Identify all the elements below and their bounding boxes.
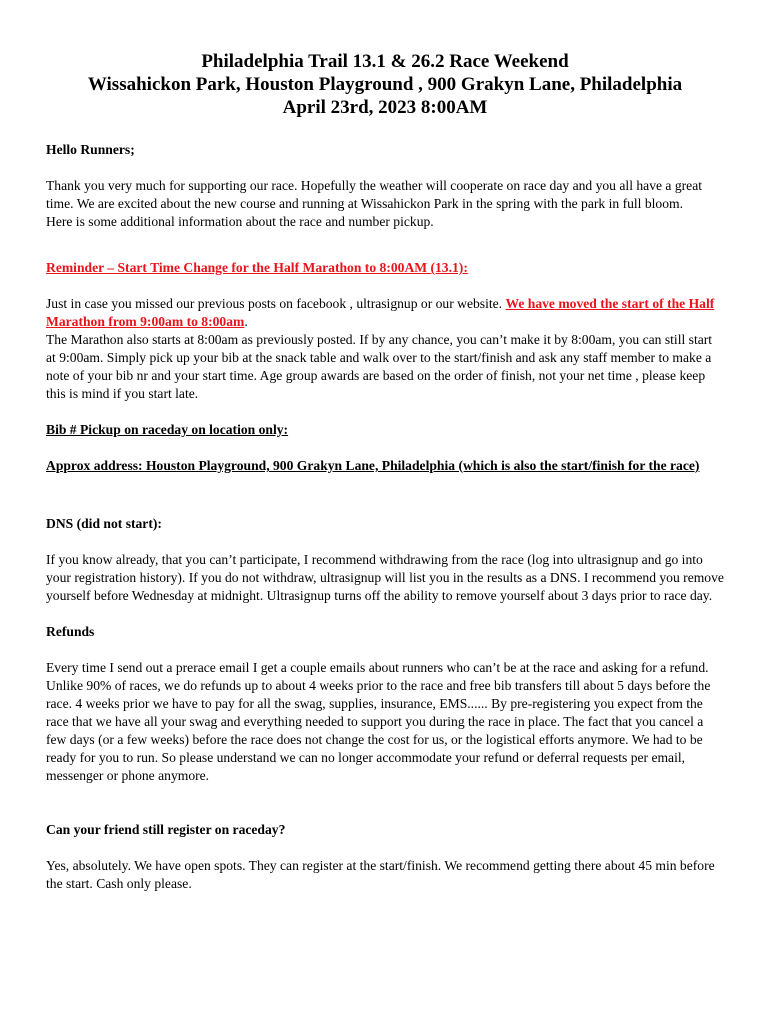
refunds-section	[46, 659, 724, 785]
reminder-highlight: We have moved the start of the Half Marathon from 9:00am to 8:00am	[46, 296, 715, 329]
dns-heading: DNS (did not start):	[46, 516, 162, 531]
friend-register-paragraph: Yes, absolutely. We have open spots. They can register at the start/finish. We recommend getting there about 45 min before the start. Cash only please.	[46, 858, 715, 891]
reminder-heading: Reminder – Start Time Change for the Half Marathon to 8:00AM (13.1):	[46, 260, 468, 275]
title-line-location: Wissahickon Park, Houston Playground , 900 Grakyn Lane, Philadelphia	[87, 74, 683, 95]
greeting: Hello Runners;	[46, 142, 135, 157]
title-line-date: April 23rd, 2023 8:00AM	[282, 97, 488, 118]
reminder-section	[46, 295, 724, 403]
reminder-paragraph	[46, 295, 724, 331]
refunds-heading: Refunds	[46, 624, 95, 639]
intro-paragraph-info: Here is some additional information about the race and number pickup.	[46, 214, 434, 229]
reminder-text: Just in case you missed our previous posts on facebook , ultrasignup or our website.	[46, 296, 506, 311]
friend-register-heading: Can your friend still register on raceday?	[46, 822, 286, 837]
title-line-event: Philadelphia Trail 13.1 & 26.2 Race Weekend	[201, 51, 569, 72]
dns-paragraph: If you know already, that you can’t participate, I recommend withdrawing from the race (log into ultrasignup and go into your registration history). If you do not withdraw, ultrasignup will list you in the results as a DNS. I recommend you remove yourself before Wednesday at midnight. Ultrasignup turns off the ability to remove yourself about 3 days prior to race day.	[46, 552, 724, 603]
address-heading: Approx address: Houston Playground, 900 Grakyn Lane, Philadelphia (which is also the start/finish for the race)	[46, 458, 700, 473]
refunds-paragraph-policy: Unlike 90% of races, we do refunds up to about 4 weeks prior to the race and free bib transfers till about 5 days before the race. 4 weeks prior we have to pay for all the swag, supplies, insurance, EMS...... By pre-registering you expect from the race that we have all your swag and everything needed to support you during the race in place. The fact that you cancel a few days (or a few weeks) before the race does not change the cost for us, or the logistical efforts anymore. We had to be ready for you to run. So please understand we can no longer accommodate your refund or deferral requests per email, messenger or phone anymore.	[46, 678, 711, 783]
bib-pickup-heading: Bib # Pickup on raceday on location only:	[46, 422, 289, 437]
refunds-paragraph-intro: Every time I send out a prerace email I get a couple emails about runners who can’t be at the race and asking for a refund.	[46, 660, 709, 675]
reminder-text-end: .	[244, 314, 248, 329]
intro-section	[46, 177, 724, 231]
marathon-start-paragraph: The Marathon also starts at 8:00am as previously posted. If by any chance, you can’t make it by 8:00am, you can still start at 9:00am. Simply pick up your bib at the snack table and walk over to the start/finish and ask any staff member to make a note of your bib nr and your start time. Age group awards are based on the order of finish, not your net time , please keep this is mind if you start late.	[46, 332, 713, 401]
intro-paragraph: Thank you very much for supporting our race. Hopefully the weather will cooperate on race day and you all have a great time. We are excited about the new course and running at Wissahickon Park in the spring with the park in full bloom.	[46, 178, 703, 211]
document-title	[46, 50, 724, 119]
